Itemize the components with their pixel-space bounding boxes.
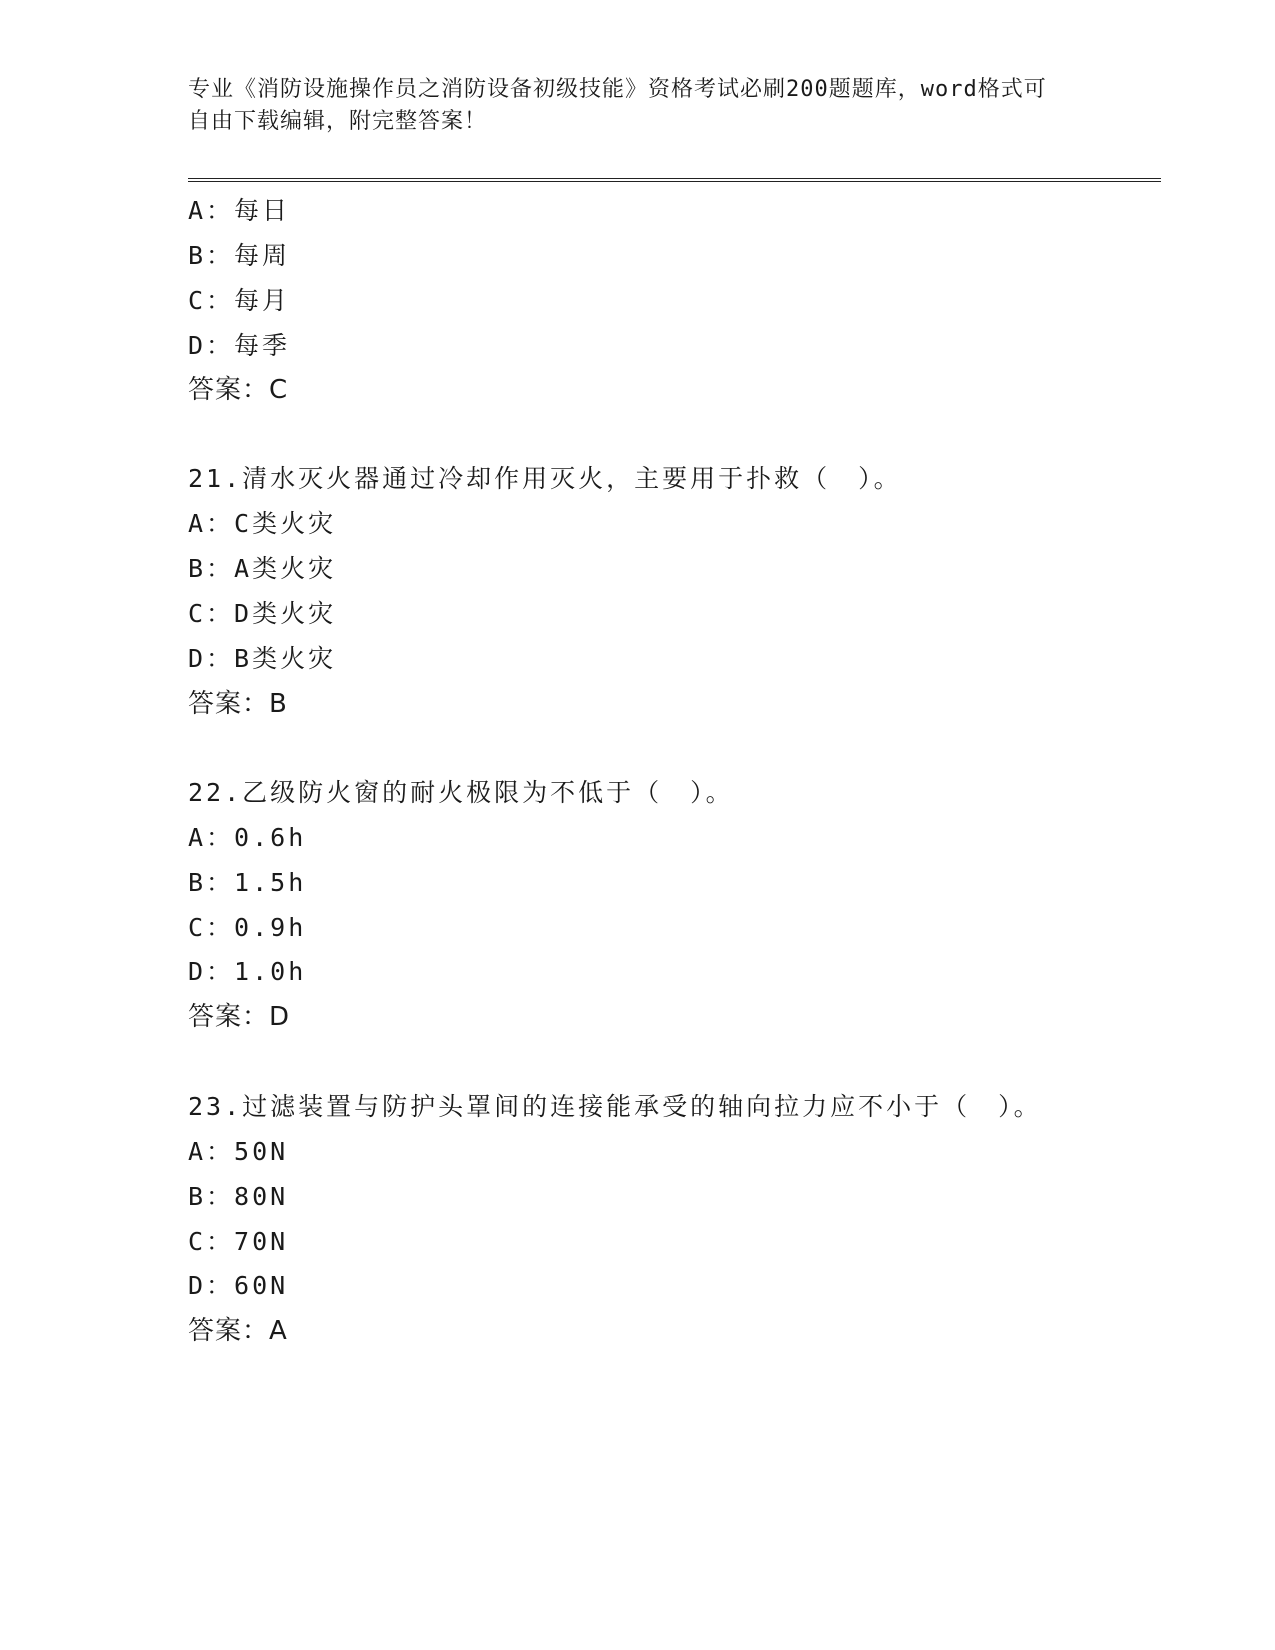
- option-c: C：70N: [188, 1227, 289, 1256]
- header-divider: [188, 178, 1161, 182]
- option-a: A：0.6h: [188, 823, 307, 852]
- option-b: B：每周: [188, 241, 291, 270]
- option-b: B：A类火灾: [188, 554, 337, 583]
- question-stem: 23.过滤装置与防护头罩间的连接能承受的轴向拉力应不小于（ ）。: [188, 1092, 1042, 1121]
- question-stem: 21.清水灭火器通过冷却作用灭火，主要用于扑救（ ）。: [188, 464, 902, 493]
- option-c: C：每月: [188, 286, 291, 315]
- document-header: 专业《消防设施操作员之消防设备初级技能》资格考试必刷200题题库，word格式可自由下载编辑，附完整答案！: [188, 77, 1047, 134]
- option-c: C：D类火灾: [188, 599, 337, 628]
- option-d: D：每季: [188, 331, 291, 360]
- option-d: D：1.0h: [188, 957, 307, 986]
- answer-line: 答案：A: [188, 1316, 288, 1346]
- option-d: D：B类火灾: [188, 644, 337, 673]
- answer-line: 答案：B: [188, 689, 288, 719]
- answer-line: 答案：D: [188, 1002, 291, 1032]
- option-a: A：50N: [188, 1137, 289, 1166]
- option-a: A：C类火灾: [188, 509, 337, 538]
- answer-line: 答案：C: [188, 375, 289, 405]
- option-d: D：60N: [188, 1271, 289, 1300]
- option-a: A：每日: [188, 196, 291, 225]
- option-b: B：1.5h: [188, 868, 307, 897]
- question-stem: 22.乙级防火窗的耐火极限为不低于（ ）。: [188, 778, 734, 807]
- option-b: B：80N: [188, 1182, 289, 1211]
- option-c: C：0.9h: [188, 913, 307, 942]
